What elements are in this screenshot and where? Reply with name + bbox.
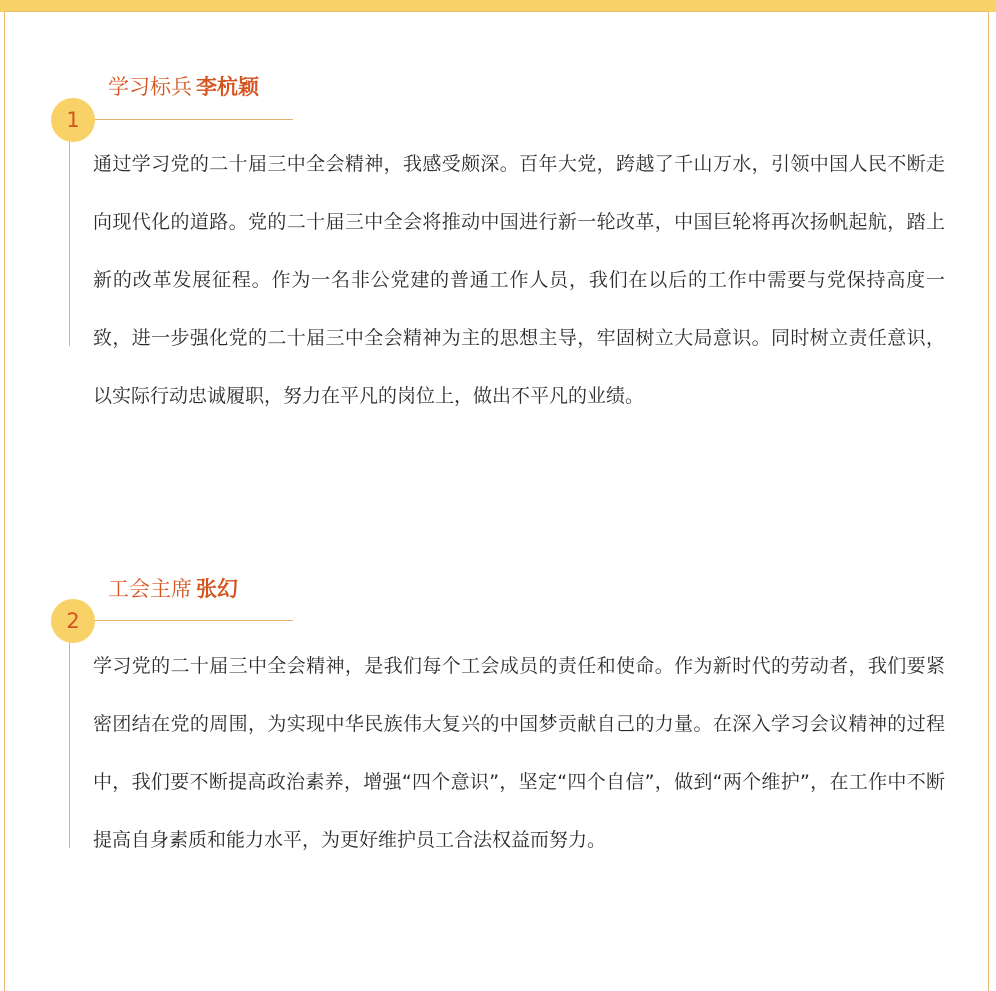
person-name: 张幻 — [196, 577, 238, 601]
section-title: 学习标兵 — [108, 75, 192, 99]
heading-underline — [95, 620, 293, 621]
section-heading — [108, 73, 259, 101]
section-body-text: 通过学习党的二十届三中全会精神，我感受颇深。百年大党，跨越了千山万水，引领中国人民不断走向现代化的道路。党的二十届三中全会将推动中国进行新一轮改革，中国巨轮将再次扬帆起航，踏上新的改革发展征程。作为一名非公党建的普通工作人员，我们在以后的工作中需要与党保持高度一致，进一步强化党的二十届三中全会精神为主的思想主导，牢固树立大局意识。同时树立责任意识，以实际行动忠诚履职，努力在平凡的岗位上，做出不平凡的业绩。 — [93, 153, 945, 407]
timeline-line — [69, 632, 70, 848]
section-number-badge: 2 — [51, 599, 95, 643]
section-number-badge: 1 — [51, 98, 95, 142]
section-body-text: 学习党的二十届三中全会精神，是我们每个工会成员的责任和使命。作为新时代的劳动者，我们要紧密团结在党的周围，为实现中华民族伟大复兴的中国梦贡献自己的力量。在深入学习会议精神的过程中，我们要不断提高政治素养，增强“四个意识”，坚定“四个自信”，做到“两个维护”，在工作中不断提高自身素质和能力水平，为更好维护员工合法权益而努力。 — [93, 655, 945, 851]
section-heading — [108, 575, 238, 603]
heading-underline — [95, 119, 293, 120]
section-title: 工会主席 — [108, 577, 192, 601]
person-name: 李杭颖 — [196, 75, 259, 99]
timeline-line — [69, 130, 70, 346]
